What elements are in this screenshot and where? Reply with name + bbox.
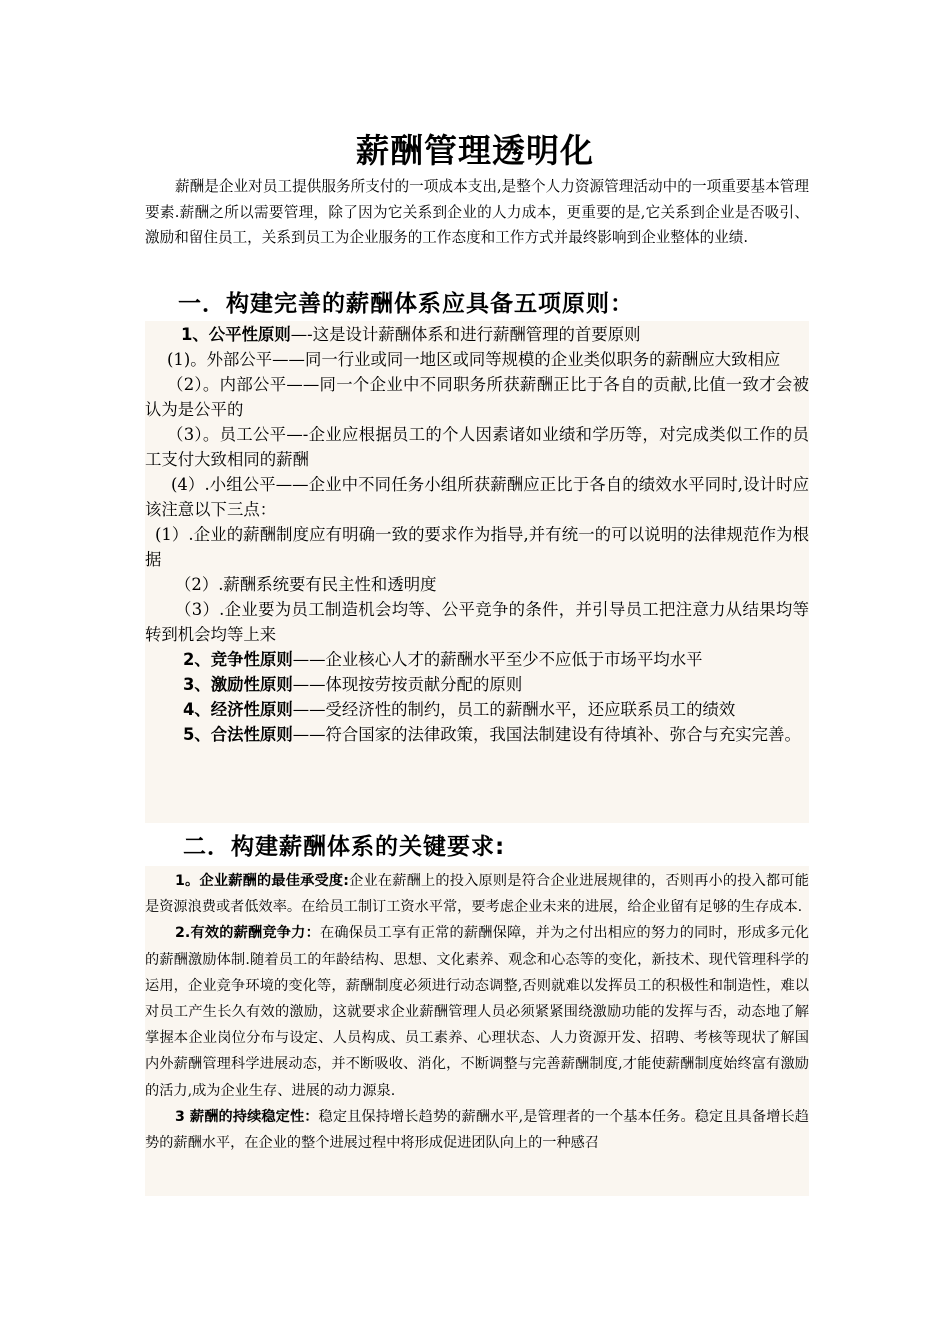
principle-4-text: ——受经济性的制约，员工的薪酬水平，还应联系员工的绩效 xyxy=(292,700,736,719)
principle-3 xyxy=(145,672,809,697)
requirement-1-label: 1。企业薪酬的最佳承受度: xyxy=(175,873,349,889)
requirement-3-text: 稳定且保持增长趋势的薪酬水平,是管理者的一个基本任务。稳定且具备增长趋势的薪酬水平，在企业的整个进展过程中将形成促进团队向上的一种感召 xyxy=(145,1108,809,1152)
section2-body xyxy=(145,868,809,1156)
requirement-2-text: 在确保员工享有正常的薪酬保障，并为之付出相应的努力的同时，形成多元化的薪酬激励体制.随着员工的年龄结构、思想、文化素养、观念和心态等的变化，新技术、现代管理科学的运用，企业竞争环境的变化等，薪酬制度必须进行动态调整,否则就难以发挥员工的积极性和制造性，难以对员工产生长久有效的激励，这就要求企业薪酬管理人员必须紧紧围绕激励功能的发挥与否，动态地了解掌握本企业岗位分布与设定、人员构成、员工素养、心理状态、人力资源开发、招聘、考核等现状了解国内外薪酬管理科学进展动态，并不断吸收、消化，不断调整与完善薪酬制度,才能使薪酬制度始终富有激励的活力,成为企业生存、进展的动力源泉. xyxy=(145,925,809,1099)
principle-1-item-4: (4）.小组公平——企业中不同任务小组所获薪酬应正比于各自的绩效水平同时,设计时应该注意以下三点： xyxy=(145,475,809,519)
requirement-3 xyxy=(145,1104,809,1156)
principle-1-item-1: (1)。外部公平——同一行业或同一地区或同等规模的企业类似职务的薪酬应大致相应 xyxy=(167,350,781,369)
section2-heading: 二．构建薪酬体系的关键要求: xyxy=(183,834,506,860)
principle-1-label: 1、公平性原则 xyxy=(181,325,291,344)
principle-5-text: ——符合国家的法律政策，我国法制建设有待填补、弥合与充实完善。 xyxy=(292,725,801,744)
principle-5-label: 5、合法性原则 xyxy=(183,725,293,744)
requirement-2 xyxy=(145,920,809,1103)
principle-1-note-1: (1）.企业的薪酬制度应有明确一致的要求作为指导,并有统一的可以说明的法律规范作为根据 xyxy=(145,525,809,569)
principle-1-note-3: （3）.企业要为员工制造机会均等、公平竞争的条件，并引导员工把注意力从结果均等转到机会均等上来 xyxy=(145,600,809,644)
principle-2-label: 2、竞争性原则 xyxy=(183,650,293,669)
requirement-2-label: 2.有效的薪酬竞争力： xyxy=(175,925,320,942)
principle-4 xyxy=(145,697,809,722)
intro-text: 薪酬是企业对员工提供服务所支付的一项成本支出,是整个人力资源管理活动中的一项重要基本管理要素.薪酬之所以需要管理，除了因为它关系到企业的人力成本，更重要的是,它关系到企业是否吸引、激励和留住员工，关系到员工为企业服务的工作态度和工作方式并最终影响到企业整体的业绩. xyxy=(145,178,809,246)
principle-3-text: ——体现按劳按贡献分配的原则 xyxy=(292,675,523,694)
requirement-3-label: 3 薪酬的持续稳定性： xyxy=(175,1108,319,1125)
requirement-1-text: 企业在薪酬上的投入原则是符合企业进展规律的，否则再小的投入都可能是资源浪费或者低效率。在给员工制订工资水平常，要考虑企业未来的进展，给企业留有足够的生存成本. xyxy=(145,873,809,916)
principle-1-text: —-这是设计薪酬体系和进行薪酬管理的首要原则 xyxy=(290,325,641,344)
principle-1-item-3: （3）。员工公平—-企业应根据员工的个人因素诸如业绩和学历等，对完成类似工作的员工支付大致相同的薪酬 xyxy=(145,425,809,469)
principle-2-text: ——企业核心人才的薪酬水平至少不应低于市场平均水平 xyxy=(292,650,703,669)
section1-body xyxy=(145,322,809,747)
principle-2 xyxy=(145,647,809,672)
section1-heading: 一．构建完善的薪酬体系应具备五项原则： xyxy=(178,291,634,317)
requirement-1 xyxy=(145,868,809,920)
principle-5 xyxy=(145,722,809,747)
document-title: 薪酬管理透明化 xyxy=(356,131,594,170)
principle-4-label: 4、经济性原则 xyxy=(183,700,293,719)
principle-1-item-2: （2）。内部公平——同一个企业中不同职务所获薪酬正比于各自的贡献,比值一致才会被认为是公平的 xyxy=(145,375,809,419)
principle-1 xyxy=(145,322,809,347)
principle-1-note-2: （2）.薪酬系统要有民主性和透明度 xyxy=(175,575,437,594)
principle-3-label: 3、激励性原则 xyxy=(183,675,293,694)
intro-paragraph xyxy=(145,174,809,251)
